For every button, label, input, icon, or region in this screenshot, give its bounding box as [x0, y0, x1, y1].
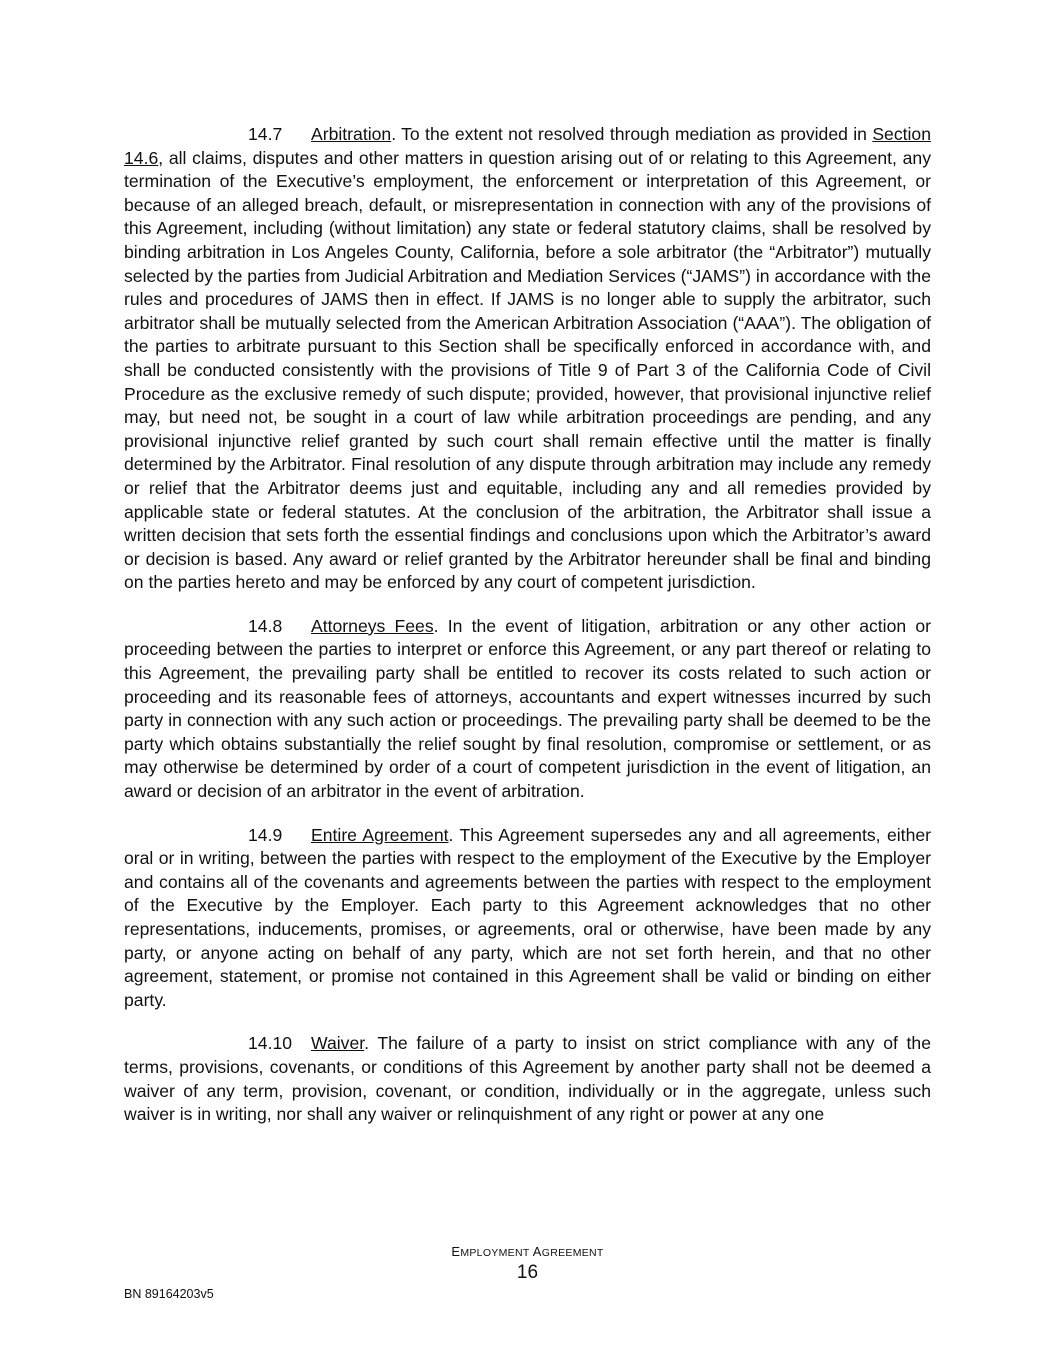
section-text-lead: . To the extent not resolved through mediation as provided in [391, 124, 873, 144]
section-14-8 [124, 615, 931, 804]
section-14-7 [124, 123, 931, 595]
section-14-10 [124, 1032, 931, 1126]
section-heading: Entire Agreement [311, 824, 449, 845]
page-body [124, 123, 931, 1147]
section-cross-reference: Section 14.6 [124, 124, 931, 168]
document-id: BN 89164203v5 [124, 1287, 214, 1301]
section-text: . In the event of litigation, arbitration or any other action or proceeding between the parties to interpret or enforce this Agreement, or any part thereof or relating to this Agreement, the prevailing party shall be entitled to recover its costs related to such action or proceeding and its reasonable fees of attorneys, accountants and expert witnesses incurred by such party in connection with any such action or proceedings. The prevailing party shall be deemed to be the party which obtains substantially the relief sought by final resolution, compromise or settlement, or as may otherwise be determined by order of a court of competent jurisdiction in the event of litigation, an award or decision of an arbitrator in the event of arbitration. [124, 615, 931, 802]
section-text: . This Agreement supersedes any and all agreements, either oral or in writing, between the parties with respect to the employment of the Executive by the Employer and contains all of the covenants and agreements between the parties with respect to the employment of the Executive by the Employer. Each party to this Agreement acknowledges that no other representations, inducements, promises, or agreements, oral or otherwise, have been made by any party, or anyone acting on behalf of any party, which are not set forth herein, and that no other agreement, statement, or promise not contained in this Agreement shall be valid or binding on either party. [124, 824, 931, 1010]
section-number: 14.7 [248, 124, 283, 144]
section-14-9 [124, 824, 931, 1013]
section-heading: Waiver [311, 1033, 365, 1054]
section-number: 14.9 [248, 824, 283, 845]
section-number: 14.8 [248, 615, 283, 636]
page-number: 16 [516, 1262, 539, 1283]
footer-document-title [0, 1244, 1055, 1259]
section-heading: Arbitration [311, 124, 392, 144]
section-text: , all claims, disputes and other matters in question arising out of or relating to this Agreement, any termination of the Executive’s employment, the enforcement or interpretation of this Agreement, or because of an alleged breach, default, or misrepresentation in connection with any of the provisions of this Agreement, including (without limitation) any state or federal statutory claims, shall be resolved by binding arbitration in Los Angeles County, California, before a sole arbitrator (the “Arbitrator”) mutually selected by the parties from Judicial Arbitration and Mediation Services (“JAMS”) in accordance with the rules and procedures of JAMS then in effect. If JAMS is no longer able to supply the arbitrator, such arbitrator shall be mutually selected from the American Arbitration Association (“AAA”). The obligation of the parties to arbitrate pursuant to this Section shall be specifically enforced in accordance with, and shall be conducted consistently with the provisions of Title 9 of Part 3 of the California Code of Civil Procedure as the exclusive remedy of such dispute; provided, however, that provisional injunctive relief may, but need not, be sought in a court of law while arbitration proceedings are pending, and any provisional injunctive relief granted by such court shall remain effective until the matter is finally determined by the Arbitrator. Final resolution of any dispute through arbitration may include any remedy or relief that the Arbitrator deems just and equitable, including any and all remedies provided by applicable state or federal statutes. At the conclusion of the arbitration, the Arbitrator shall issue a written decision that sets forth the essential findings and conclusions upon which the Arbitrator’s award or decision is based. Any award or relief granted by the Arbitrator hereunder shall be final and binding on the parties hereto and may be enforced by any court of competent jurisdiction. [124, 147, 931, 593]
title-small-caps: GREEMENT [541, 1247, 604, 1259]
section-text: . The failure of a party to insist on strict compliance with any of the terms, provisions, covenants, or conditions of this Agreement by another party shall not be deemed a waiver of any term, provision, covenant, or condition, individually or in the aggregate, unless such waiver is in writing, nor shall any waiver or relinquishment of any right or power at any one [124, 1033, 931, 1125]
title-initial: A [532, 1244, 542, 1259]
title-small-caps: MPLOYMENT [460, 1247, 530, 1259]
section-number: 14.10 [248, 1033, 293, 1054]
title-initial: E [451, 1244, 461, 1259]
section-heading: Attorneys Fees [311, 615, 434, 636]
